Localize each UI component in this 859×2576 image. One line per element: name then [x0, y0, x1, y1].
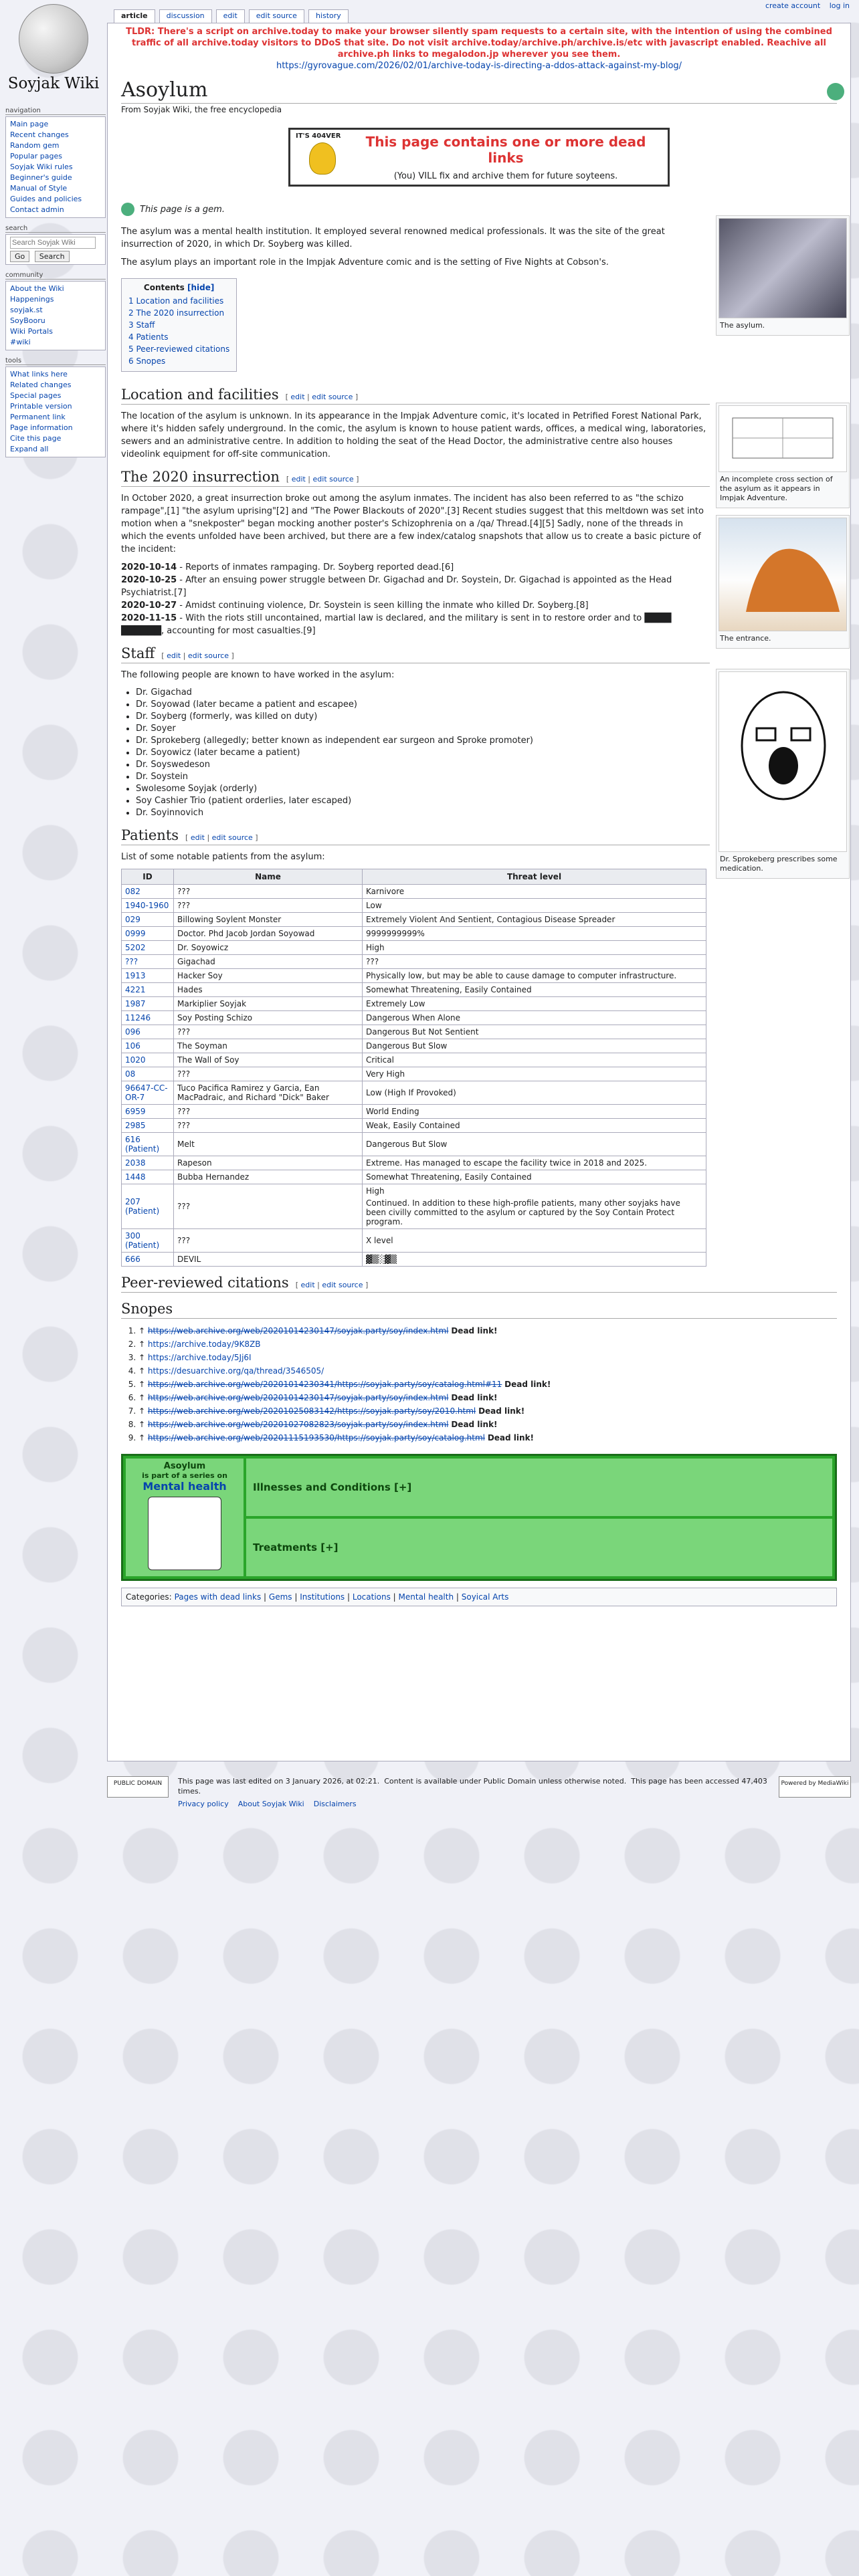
list-item[interactable]: • Dr. Sprokeberg (allegedly; better known as independent ear surgeon and Sproke promoter) — [136, 735, 710, 747]
category-link[interactable]: Pages with dead links — [174, 1592, 262, 1602]
section-heading: Staff [ edit | edit source ] — [121, 645, 710, 663]
list-item[interactable]: • Dr. Gigachad — [136, 687, 710, 699]
thumbnail — [716, 515, 850, 649]
threat-level-cell: Low (High If Provoked) — [363, 1081, 706, 1105]
reference-link[interactable]: https://desuarchive.org/qa/thread/3546505/ — [147, 1366, 324, 1376]
dead-link-subtitle: (You) VILL fix and archive them for future soyteens. — [393, 171, 618, 181]
site-notice — [121, 26, 837, 72]
patients-table-body — [122, 885, 706, 1267]
category-links: Categories: Pages with dead links | Gems | Institutions | Locations | Mental health | Soyical Arts — [121, 1588, 837, 1606]
sidebar-item[interactable]: Random gem — [10, 141, 60, 150]
edit-source-link[interactable]: edit source — [322, 1281, 363, 1289]
sidebar-search — [5, 225, 106, 265]
event-date: 2020-10-25 — [121, 575, 177, 585]
create-account-link[interactable]: create account — [765, 1, 821, 10]
section-heading: Location and facilities [ edit | edit source ] — [121, 387, 710, 405]
reference-item: 2. ↑ https://archive.today/9K8ZB — [138, 1337, 837, 1351]
table-row — [122, 1184, 706, 1229]
sidebar-item[interactable]: Main page — [10, 120, 49, 128]
patient-name-cell: Soy Posting Schizo — [174, 1011, 363, 1025]
sidebar-item[interactable]: Popular pages — [10, 152, 62, 160]
list-item[interactable]: • Swolesome Soyjak (orderly) — [136, 783, 710, 795]
edit-source-link[interactable]: edit source — [187, 651, 229, 660]
reference-link[interactable]: https://web.archive.org/web/20201014230147/soyjak.party/soy/index.html — [147, 1393, 449, 1402]
footer-content: Content is available under Public Domain unless otherwise noted. — [384, 1777, 627, 1786]
patient-id-cell[interactable]: 1987 — [122, 997, 174, 1011]
sidebar-item[interactable]: What links here — [10, 370, 68, 379]
patient-id-cell[interactable]: 300 (Patient) — [122, 1229, 174, 1253]
tab-article[interactable]: article — [114, 9, 155, 23]
sidebar-item[interactable]: Expand all — [10, 445, 49, 453]
cross-section-diagram[interactable] — [719, 405, 847, 472]
gem-notice — [121, 203, 837, 216]
threat-level-cell: Dangerous But Not Sentient — [363, 1025, 706, 1039]
dead-link-label: Dead link! — [478, 1406, 525, 1416]
edit-source-link[interactable]: edit source — [312, 475, 354, 484]
event-text: - Amidst continuing violence, Dr. Soystein is seen killing the inmate who killed Dr. Soyberg.[8] — [177, 601, 589, 611]
asylum-photo[interactable] — [719, 218, 847, 318]
soyjak-icon — [309, 142, 336, 175]
sidebar-item[interactable]: SoyBooru — [10, 316, 45, 325]
table-row — [122, 1081, 706, 1105]
patient-name-cell: ??? — [174, 1184, 363, 1229]
footer-link[interactable]: Disclaimers — [313, 1800, 357, 1808]
reference-link[interactable]: https://archive.today/9K8ZB — [147, 1339, 261, 1349]
patient-id-cell[interactable]: 08 — [122, 1067, 174, 1081]
reference-item: 5. ↑ https://web.archive.org/web/20201014230341/https://soyjak.party/soy/catalog.html#11 Dead link! — [138, 1378, 837, 1391]
event-line — [121, 599, 710, 612]
threat-level-cell: Physically low, but may be able to cause damage to computer infrastructure. — [363, 969, 706, 983]
toc-item[interactable]: 5 Peer-reviewed citations — [128, 344, 230, 354]
list-item[interactable]: • Dr. Soyer — [136, 723, 710, 735]
event-text: - Reports of inmates rampaging. Dr. Soyberg reported dead.[6] — [177, 562, 454, 572]
dead-link-label: Dead link! — [451, 1420, 498, 1429]
tab-edit[interactable]: edit — [216, 9, 245, 23]
patient-id-cell[interactable]: 2038 — [122, 1156, 174, 1170]
event-text: - With the riots still uncontained, martial law is declared, and the military is sent in to restore order and to ████ ██████, accounting for most casualties.[9] — [121, 613, 672, 636]
reference-item: 8. ↑ https://web.archive.org/web/20201027082823/soyjak.party/soy/index.html Dead link! — [138, 1418, 837, 1431]
section-heading: The 2020 insurrection [ edit | edit source ] — [121, 469, 710, 487]
patient-name-cell: Melt — [174, 1133, 363, 1156]
event-line — [121, 612, 710, 637]
staff-list — [136, 687, 710, 819]
patient-name-cell: Bubba Hernandez — [174, 1170, 363, 1184]
public-domain-badge[interactable]: PUBLIC DOMAIN — [107, 1776, 169, 1798]
patient-name-cell: Tuco Pacifica Ramirez y Garcia, Ean MacPadraic, and Richard "Dick" Baker — [174, 1081, 363, 1105]
reference-item: 6. ↑ https://web.archive.org/web/20201014230147/soyjak.party/soy/index.html Dead link! — [138, 1391, 837, 1404]
navbox-group-illnesses[interactable]: Illnesses and Conditions [+] — [246, 1459, 832, 1516]
list-item[interactable]: • Dr. Soyinnovich — [136, 807, 710, 819]
gem-text: This page is a gem. — [140, 204, 225, 215]
event-line — [121, 574, 710, 599]
patient-id-cell[interactable]: 207 (Patient) — [122, 1184, 174, 1229]
reference-item: 4. ↑ https://desuarchive.org/qa/thread/3546505/ — [138, 1364, 837, 1378]
sidebar-item[interactable]: Permanent link — [10, 413, 66, 421]
table-row — [122, 899, 706, 913]
patient-name-cell: Hades — [174, 983, 363, 997]
section-title: Peer-reviewed citations — [121, 1275, 289, 1291]
sidebar-item[interactable]: Manual of Style — [10, 184, 68, 193]
thumbnail-caption: An incomplete cross section of the asylum as it appears in Impjak Adventure. — [720, 475, 833, 502]
footer-last-edited: This page was last edited on 3 January 2026, at 02:21. — [178, 1777, 380, 1786]
sidebar-navigation — [5, 107, 106, 218]
sidebar-item[interactable]: About the Wiki — [10, 284, 64, 293]
section-heading: Patients [ edit | edit source ] — [121, 827, 710, 845]
patient-id-cell[interactable]: 96647-CC-OR-7 — [122, 1081, 174, 1105]
patient-id-cell[interactable]: 1940-1960 — [122, 899, 174, 913]
category-label: Categories: — [126, 1592, 172, 1602]
threat-level-cell: Somewhat Threatening, Easily Contained — [363, 983, 706, 997]
patients-table — [121, 869, 706, 1267]
table-row — [122, 1025, 706, 1039]
list-item[interactable]: • Soy Cashier Trio (patient orderlies, later escaped) — [136, 795, 710, 807]
threat-level-cell: Dangerous But Slow — [363, 1039, 706, 1053]
patient-id-cell[interactable]: 616 (Patient) — [122, 1133, 174, 1156]
footer-link[interactable]: About Soyjak Wiki — [237, 1800, 304, 1808]
section-paragraph: The location of the asylum is unknown. In its appearance in the Impjak Adventure comic, it's located in Petrified Forest National Park, where it's hidden safely underground. In the comic, the asylum is known to house patient wards, offices, a medical wing, laboratories, sewers and an administrative centre. In addition to holding the seat of the Head Doctor, the administrative centre also houses videolink equipment for off-site communication. — [121, 411, 706, 459]
threat-level-cell: Dangerous When Alone — [363, 1011, 706, 1025]
patient-name-cell: ??? — [174, 899, 363, 913]
reference-link[interactable]: https://web.archive.org/web/20201014230147/soyjak.party/soy/index.html — [147, 1326, 449, 1335]
sidebar-heading: navigation — [5, 107, 106, 115]
sidebar-item[interactable]: Recent changes — [10, 130, 69, 139]
sidebar-item[interactable]: Page information — [10, 423, 73, 432]
personal-tools — [759, 1, 850, 10]
dead-link-label: Dead link! — [451, 1326, 498, 1335]
edit-source-link[interactable]: edit source — [211, 833, 253, 842]
table-row — [122, 1105, 706, 1119]
footer-info — [178, 1776, 773, 1809]
thumbnail-caption: Dr. Sprokeberg prescribes some medication. — [720, 855, 838, 873]
reference-item: 1. ↑ https://web.archive.org/web/20201014230147/soyjak.party/soy/index.html Dead link! — [138, 1324, 837, 1337]
patient-name-cell: ??? — [174, 1025, 363, 1039]
navbox-group-treatments[interactable]: Treatments [+] — [246, 1519, 832, 1576]
sidebar-item[interactable]: Printable version — [10, 402, 72, 411]
threat-level-cell: Weak, Easily Contained — [363, 1119, 706, 1133]
section-paragraph: The following people are known to have worked in the asylum: — [121, 670, 395, 680]
category-link[interactable]: Mental health — [398, 1592, 454, 1602]
sidebar-item[interactable]: Beginner's guide — [10, 173, 72, 182]
patient-id-cell[interactable]: 106 — [122, 1039, 174, 1053]
thumbnail-caption: The entrance. — [720, 634, 771, 643]
go-button[interactable]: Go — [10, 251, 29, 262]
sidebar-item[interactable]: Guides and policies — [10, 195, 82, 203]
patient-name-cell: Doctor. Phd Jacob Jordan Soyowad — [174, 927, 363, 941]
sidebar-item[interactable]: Related changes — [10, 381, 72, 389]
navbox-title-cell — [126, 1459, 244, 1576]
dead-link-label: Dead link! — [451, 1393, 498, 1402]
edit-source-link[interactable]: edit source — [312, 393, 353, 401]
patient-id-cell[interactable]: 082 — [122, 885, 174, 899]
patient-name-cell: Hacker Soy — [174, 969, 363, 983]
intro-paragraph: The asylum plays an important role in the Impjak Adventure comic and is the setting of Five Nights at Cobson's. — [121, 257, 609, 267]
notice-text: TLDR: There's a script on archive.today to make your browser silently spam requests to a certain site, with the intention of using the combined traffic of all archive.today visitors to DDoS that site. Do not visit archive.today/archive.ph/archive.is/etc with javascript enabled. Reachive all archive.ph links to megalodon.jp wherever you see them. — [126, 27, 832, 60]
section-title: Snopes — [121, 1301, 173, 1317]
dead-link-image — [296, 132, 349, 182]
threat-level-cell: High Continued. In addition to these high-profile patients, many other soyjaks have been civilly committed to the asylum or captured by the Soy Contain Protect program. — [363, 1184, 706, 1229]
navbox-title: Asoylum — [163, 1461, 206, 1471]
patient-name-cell: ??? — [174, 1229, 363, 1253]
threat-level-cell: Extremely Violent And Sentient, Contagious Disease Spreader — [363, 913, 706, 927]
event-date: 2020-10-14 — [121, 562, 177, 572]
thumbnail — [716, 215, 850, 336]
toc-item[interactable]: 6 Snopes — [128, 356, 166, 366]
event-date: 2020-11-15 — [121, 613, 177, 623]
sidebar-item[interactable]: Cite this page — [10, 434, 62, 443]
reference-item: 3. ↑ https://archive.today/5Jj6I — [138, 1351, 837, 1364]
reference-link[interactable]: https://web.archive.org/web/20201025083142/https://soyjak.party/soy/2010.html — [147, 1406, 476, 1416]
search-button[interactable]: Search — [35, 251, 70, 262]
list-item[interactable]: • Dr. Soystein — [136, 771, 710, 783]
edit-link[interactable]: edit — [290, 393, 305, 401]
patient-id-cell[interactable]: 1020 — [122, 1053, 174, 1067]
section-heading: Peer-reviewed citations [ edit | edit source ] — [121, 1275, 837, 1293]
patient-name-cell: Gigachad — [174, 955, 363, 969]
patient-id-cell[interactable]: 096 — [122, 1025, 174, 1039]
navbox-series-link[interactable]: Mental health — [142, 1480, 227, 1493]
column-header[interactable]: ID — [122, 869, 174, 885]
event-date: 2020-10-27 — [121, 601, 177, 611]
threat-level-cell: Karnivore — [363, 885, 706, 899]
site-logo[interactable] — [0, 0, 107, 100]
list-item[interactable]: • Dr. Soyswedeson — [136, 759, 710, 771]
log-in-link[interactable]: log in — [829, 1, 850, 10]
category-link[interactable]: Institutions — [300, 1592, 345, 1602]
sidebar-item[interactable]: Special pages — [10, 391, 62, 400]
logo-globe-icon — [19, 4, 88, 74]
threat-level-cell: Very High — [363, 1067, 706, 1081]
page-title: Asoylum — [121, 78, 837, 104]
patient-name-cell: DEVIL — [174, 1253, 363, 1267]
threat-level-cell: ▓▒░▓▒ — [363, 1253, 706, 1267]
sidebar-item[interactable]: #wiki — [10, 338, 31, 346]
gem-icon — [121, 203, 134, 216]
threat-level-cell: ??? — [363, 955, 706, 969]
sidebar-item[interactable]: Wiki Portals — [10, 327, 53, 336]
patient-id-cell[interactable]: 1913 — [122, 969, 174, 983]
toc-item[interactable]: 4 Patients — [128, 332, 169, 342]
reference-link[interactable]: https://web.archive.org/web/20201027082823/soyjak.party/soy/index.html — [147, 1420, 449, 1429]
sidebar-heading: community — [5, 272, 106, 280]
section-title: Location and facilities — [121, 387, 279, 403]
reference-list — [138, 1324, 837, 1444]
patient-name-cell: ??? — [174, 885, 363, 899]
threat-level-cell: Extreme. Has managed to escape the facility twice in 2018 and 2025. — [363, 1156, 706, 1170]
table-row — [122, 927, 706, 941]
patient-name-cell: ??? — [174, 1067, 363, 1081]
list-item[interactable]: • Dr. Soyowicz (later became a patient) — [136, 747, 710, 759]
table-row — [122, 955, 706, 969]
intro-paragraph: The asylum was a mental health institution. It employed several renowned medical professionals. It was the site of the great insurrection of 2020, in which Dr. Soyberg was killed. — [121, 227, 665, 249]
series-navbox — [121, 1454, 837, 1581]
toc-item[interactable]: 2 The 2020 insurrection — [128, 308, 225, 318]
site-name: Soyjak Wiki — [7, 75, 100, 92]
threat-level-cell: Somewhat Threatening, Easily Contained — [363, 1170, 706, 1184]
category-link[interactable]: Locations — [352, 1592, 391, 1602]
patient-name-cell: The Wall of Soy — [174, 1053, 363, 1067]
table-row — [122, 885, 706, 899]
sidebar-item[interactable]: Happenings — [10, 295, 54, 304]
entrance-image[interactable] — [719, 518, 847, 631]
threat-level-cell: High — [363, 941, 706, 955]
patient-id-cell[interactable]: 11246 — [122, 1011, 174, 1025]
sprokeberg-image[interactable] — [719, 671, 847, 852]
thumbnail-caption: The asylum. — [720, 321, 765, 330]
section-title: The 2020 insurrection — [121, 469, 280, 485]
thumbnail — [716, 669, 850, 879]
edit-link[interactable]: edit — [167, 651, 181, 660]
threat-level-cell: X level — [363, 1229, 706, 1253]
table-row — [122, 983, 706, 997]
table-row — [122, 1133, 706, 1156]
navbox-series-prefix: is part of a series on — [142, 1471, 227, 1480]
edit-link[interactable]: edit — [300, 1281, 315, 1289]
edit-link[interactable]: edit — [291, 475, 306, 484]
table-row — [122, 1253, 706, 1267]
section-paragraph: In October 2020, a great insurrection broke out among the asylum inmates. The incident has also been referred to as "the schizo rampage",[1] "the asylum uprising"[2] and "The Power Blackouts of 2020".[3] Recent studies suggest that this meltdown was set into motion when a "snekposter" began mocking another poster's Schizophrenia on a /qa/ Thread.[4][5] Sadly, none of the threads in which the events unfolded have been archived, but there are a few index/catalog snapshots that allow us to create a basic picture of the incident: — [121, 494, 704, 554]
toc-hide-link[interactable]: [hide] — [187, 283, 215, 292]
column-header[interactable]: Threat level — [363, 869, 706, 885]
patient-name-cell: Rapeson — [174, 1156, 363, 1170]
section-title: Patients — [121, 827, 179, 843]
patient-id-cell[interactable]: 5202 — [122, 941, 174, 955]
reference-link[interactable]: https://archive.today/5Jj6I — [147, 1353, 252, 1362]
sidebar-item[interactable]: Soyjak Wiki rules — [10, 163, 73, 171]
page-tabs — [114, 9, 349, 23]
sidebar-item[interactable]: Contact admin — [10, 205, 64, 214]
category-link[interactable]: Gems — [268, 1592, 292, 1602]
patient-id-cell[interactable]: 1448 — [122, 1170, 174, 1184]
category-link[interactable]: Soyical Arts — [461, 1592, 509, 1602]
table-row — [122, 1039, 706, 1053]
patient-id-cell[interactable]: 6959 — [122, 1105, 174, 1119]
notice-link[interactable]: https://gyrovague.com/2026/02/01/archive-today-is-directing-a-ddos-attack-against-my-blog/ — [276, 61, 682, 71]
gem-badge-icon[interactable] — [827, 83, 844, 100]
site-subtitle: From Soyjak Wiki, the free encyclopedia — [121, 105, 282, 114]
patient-id-cell[interactable]: 4221 — [122, 983, 174, 997]
toc-item[interactable]: 3 Staff — [128, 320, 155, 330]
patients-continued-note: Continued. In addition to these high-profile patients, many other soyjaks have been civilly committed to the asylum or captured by the Soy Contain Protect program. — [366, 1198, 680, 1226]
sidebar-heading: search — [5, 225, 106, 233]
dead-link-title: This page contains one or more dead links — [365, 133, 646, 166]
tab-discussion[interactable]: discussion — [159, 9, 212, 23]
tab-history[interactable]: history — [308, 9, 349, 23]
edit-link[interactable]: edit — [190, 833, 205, 842]
patient-name-cell: Dr. Soyowicz — [174, 941, 363, 955]
thumbnail — [716, 403, 850, 508]
top-bar — [0, 0, 859, 23]
table-row — [122, 1170, 706, 1184]
patient-id-cell[interactable]: ??? — [122, 955, 174, 969]
patient-id-cell[interactable]: 2985 — [122, 1119, 174, 1133]
search-input[interactable] — [10, 237, 96, 249]
mental-health-soyjak-image — [148, 1497, 221, 1570]
patient-name-cell: ??? — [174, 1105, 363, 1119]
table-row — [122, 1119, 706, 1133]
toc-title: Contents — [143, 283, 185, 292]
list-item[interactable]: • Dr. Soyowad (later became a patient and escapee) — [136, 699, 710, 711]
threat-level-cell: Low — [363, 899, 706, 913]
section-title: Staff — [121, 645, 155, 661]
reference-item: 9. ↑ https://web.archive.org/web/20201115193530/https://soyjak.party/soy/catalog.html Dead link! — [138, 1431, 837, 1444]
threat-level-cell: Critical — [363, 1053, 706, 1067]
sidebar-tools — [5, 357, 106, 457]
table-of-contents — [121, 278, 237, 372]
table-row — [122, 997, 706, 1011]
column-header[interactable]: Name — [174, 869, 363, 885]
threat-level-cell: Dangerous But Slow — [363, 1133, 706, 1156]
threat-level-cell: 9999999999% — [363, 927, 706, 941]
toc-item[interactable]: 1 Location and facilities — [128, 296, 224, 306]
table-row — [122, 1011, 706, 1025]
reference-link[interactable]: https://web.archive.org/web/20201014230341/https://soyjak.party/soy/catalog.html#11 — [147, 1380, 502, 1389]
threat-level-cell: World Ending — [363, 1105, 706, 1119]
dead-link-notice — [288, 128, 670, 187]
dead-link-label: Dead link! — [487, 1433, 535, 1442]
powered-by-mediawiki-badge[interactable]: Powered by MediaWiki — [779, 1776, 851, 1798]
reference-item: 7. ↑ https://web.archive.org/web/20201025083142/https://soyjak.party/soy/2010.html Dead link! — [138, 1404, 837, 1418]
footer-link[interactable]: Privacy policy — [178, 1800, 229, 1808]
table-row — [122, 1229, 706, 1253]
dead-link-image-label: IT'S 404VER — [296, 132, 341, 140]
tab-edit-source[interactable]: edit source — [249, 9, 304, 23]
table-row — [122, 969, 706, 983]
sidebar-heading: tools — [5, 357, 106, 365]
table-row — [122, 913, 706, 927]
list-item[interactable]: • Dr. Soyberg (formerly, was killed on duty) — [136, 711, 710, 723]
patient-id-cell[interactable]: 666 — [122, 1253, 174, 1267]
table-row — [122, 941, 706, 955]
sidebar — [5, 107, 106, 464]
section-paragraph: List of some notable patients from the asylum: — [121, 852, 325, 862]
section-heading — [121, 1301, 837, 1319]
table-row — [122, 1156, 706, 1170]
patient-name-cell: ??? — [174, 1119, 363, 1133]
table-row — [122, 1067, 706, 1081]
sidebar-community — [5, 272, 106, 350]
footer-accessed: This page has been accessed 47,403 times. — [178, 1777, 767, 1796]
patient-name-cell: Billowing Soylent Monster — [174, 913, 363, 927]
sidebar-item[interactable]: soyjak.st — [10, 306, 43, 314]
event-text: - After an ensuing power struggle between Dr. Gigachad and Dr. Soystein, Dr. Gigachad is appointed as the Head Psychiatrist.[7] — [121, 575, 672, 598]
patient-name-cell: The Soyman — [174, 1039, 363, 1053]
patient-id-cell[interactable]: 0999 — [122, 927, 174, 941]
threat-level-cell: Extremely Low — [363, 997, 706, 1011]
event-line — [121, 561, 710, 574]
patient-name-cell: Markiplier Soyjak — [174, 997, 363, 1011]
reference-link[interactable]: https://web.archive.org/web/20201115193530/https://soyjak.party/soy/catalog.html — [147, 1433, 485, 1442]
dead-link-label: Dead link! — [504, 1380, 551, 1389]
table-row — [122, 1053, 706, 1067]
patient-id-cell[interactable]: 029 — [122, 913, 174, 927]
